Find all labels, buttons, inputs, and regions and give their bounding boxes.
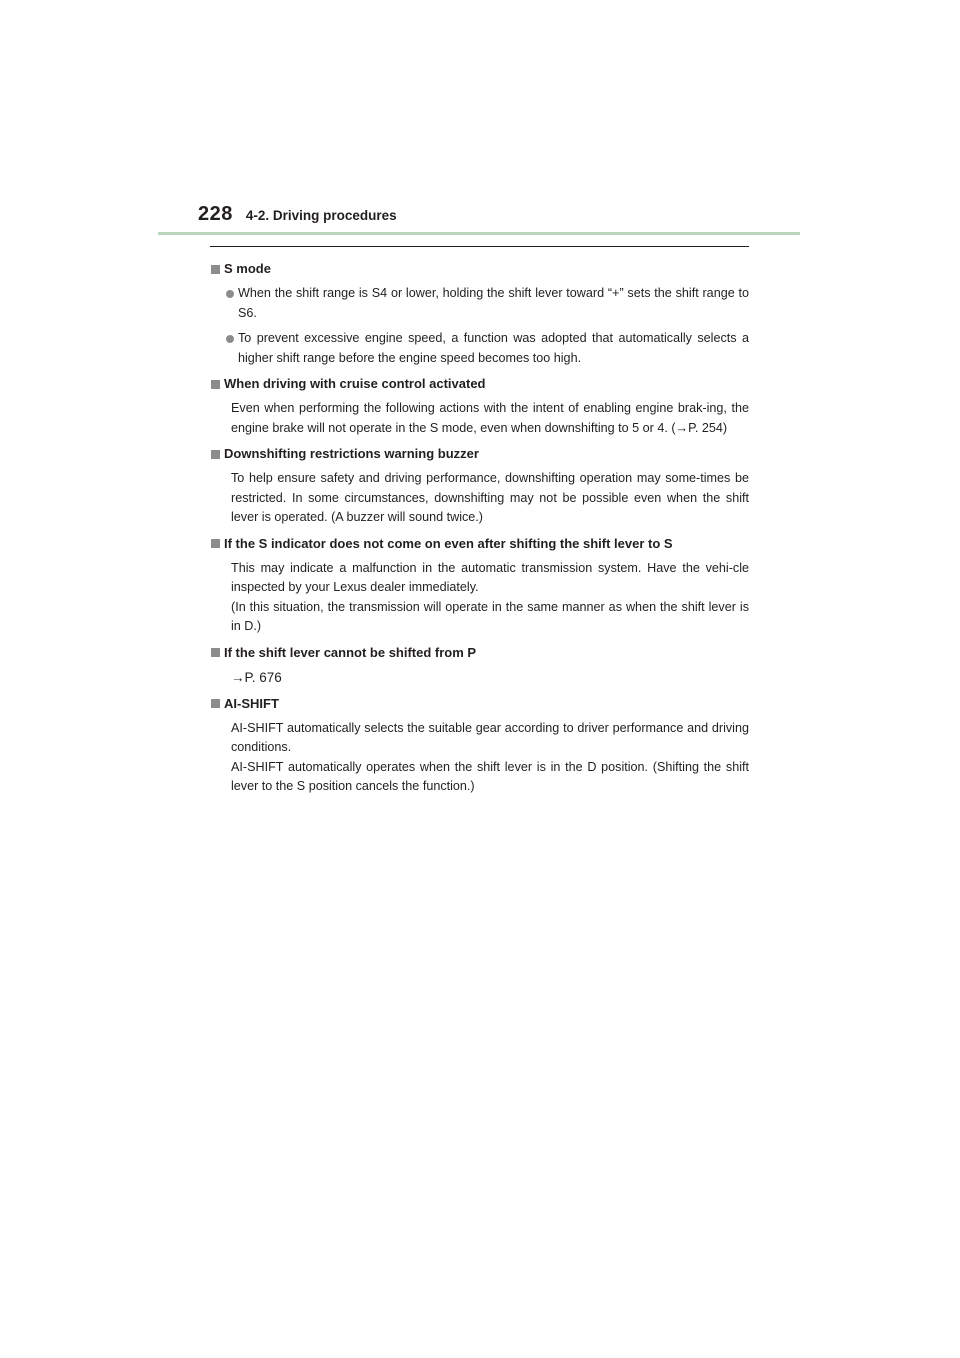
section-ai-shift <box>210 694 749 797</box>
paragraph-text: This may indicate a malfunction in the automatic transmission system. Have the vehi-cle inspected by your Lexus dealer immediately. <box>231 560 749 594</box>
square-bullet-icon <box>211 539 220 548</box>
section-s-indicator <box>210 534 749 637</box>
paragraph-text: AI-SHIFT automatically operates when the shift lever is in the D position. (Shifting the shift lever to the S position cancels the function.) <box>231 759 749 793</box>
content-rule <box>210 246 749 247</box>
list-item <box>226 284 749 323</box>
section-downshift-buzzer <box>210 444 749 528</box>
section-heading <box>210 534 749 554</box>
round-bullet-icon <box>226 290 234 298</box>
section-heading <box>210 643 749 663</box>
page-number: 228 <box>198 203 233 225</box>
section-heading <box>210 694 749 714</box>
section-heading-text: If the S indicator does not come on even after shifting the shift lever to S <box>224 535 673 551</box>
content-body <box>210 259 749 803</box>
list-item-text: When the shift range is S4 or lower, holding the shift lever toward “+” sets the shift range to S6. <box>238 286 749 320</box>
page-header <box>198 203 397 226</box>
paragraph-text: To help ensure safety and driving performance, downshifting operation may some-times be restricted. In some circumstances, downshifting may not be possible even when the shift lever is operated. (A buzzer will sound twice.) <box>231 471 749 524</box>
paragraph <box>231 559 749 637</box>
square-bullet-icon <box>211 648 220 657</box>
section-title: 4-2. Driving procedures <box>245 208 397 223</box>
page-reference: →P. 676 <box>231 669 282 685</box>
section-heading <box>210 259 749 279</box>
section-s-mode <box>210 259 749 368</box>
paragraph <box>231 719 749 797</box>
paragraph-text: Even when performing the following actions with the intent of enabling engine brak-ing, the engine brake will not operate in the S mode, even when downshifting to 5 or 4. (→P. 254) <box>231 401 749 435</box>
section-heading-text: AI-SHIFT <box>224 695 279 711</box>
section-heading <box>210 444 749 464</box>
round-bullet-icon <box>226 335 234 343</box>
section-shift-from-p <box>210 643 749 688</box>
header-rule <box>158 232 800 235</box>
list-item <box>226 329 749 368</box>
paragraph-text: AI-SHIFT automatically selects the suitable gear according to driver performance and driving conditions. <box>231 720 749 754</box>
square-bullet-icon <box>211 380 220 389</box>
square-bullet-icon <box>211 699 220 708</box>
paragraph <box>231 469 749 528</box>
section-heading-text: S mode <box>224 261 271 276</box>
list-item-text: To prevent excessive engine speed, a function was adopted that automatically selects a higher shift range before the engine speed becomes too high. <box>238 331 749 365</box>
section-heading <box>210 374 749 394</box>
section-heading-text: When driving with cruise control activated <box>224 376 486 391</box>
square-bullet-icon <box>211 265 220 274</box>
section-heading-text: If the shift lever cannot be shifted from P <box>224 644 477 660</box>
section-cruise-control <box>210 374 749 438</box>
paragraph <box>231 399 749 438</box>
section-heading-text: Downshifting restrictions warning buzzer <box>224 446 479 461</box>
paragraph-text: (In this situation, the transmission will operate in the same manner as when the shift lever is in D.) <box>231 599 749 633</box>
square-bullet-icon <box>211 450 220 459</box>
